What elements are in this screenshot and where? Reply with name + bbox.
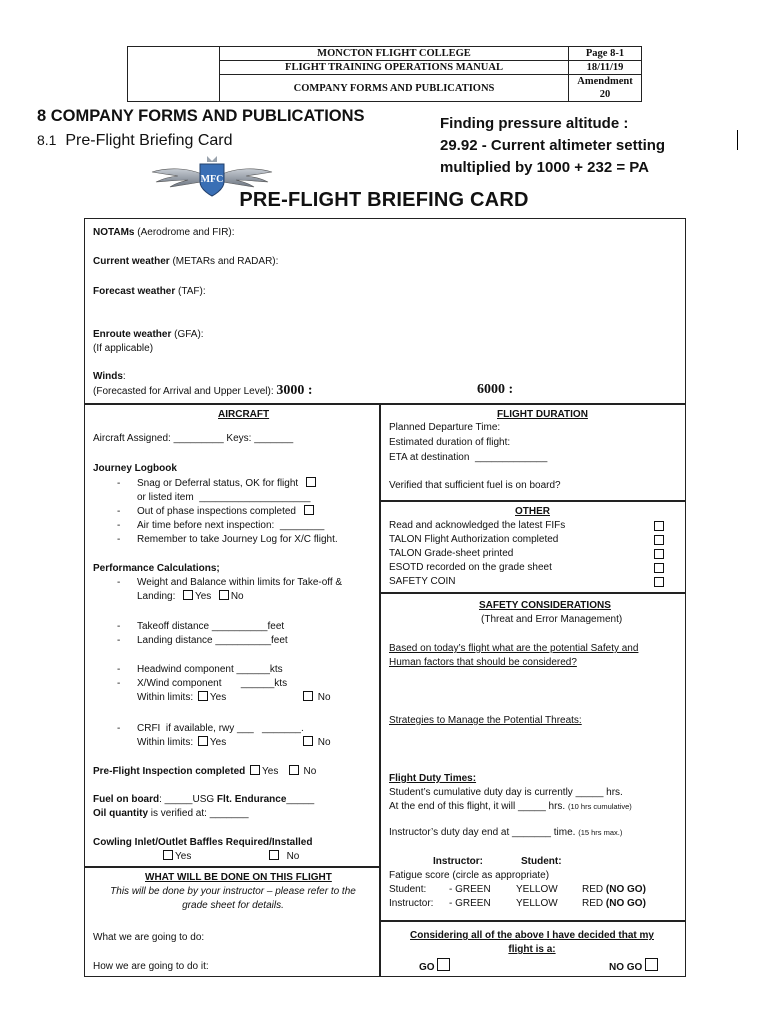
- briefing-card-form: [84, 218, 686, 977]
- winds-row: Winds:: [93, 371, 126, 382]
- cowling-yes-option: Yes: [161, 850, 191, 864]
- fatigue-col-instructor: Instructor:: [433, 856, 483, 867]
- air-time-item: Air time before next inspection: ________: [137, 520, 325, 531]
- cowling-baffles-row: Cowling Inlet/Outlet Baffles Required/Installed: [93, 837, 313, 848]
- bullet: -: [117, 621, 121, 632]
- decision-line-2: flight is a:: [508, 944, 556, 955]
- wind-no-checkbox[interactable]: [303, 691, 313, 701]
- note-line-2: 29.92 - Current altimeter setting: [440, 137, 666, 154]
- header-college: MONCTON FLIGHT COLLEGE: [220, 47, 569, 61]
- estimated-duration: Estimated duration of flight:: [389, 437, 511, 448]
- text-cursor: [737, 130, 738, 150]
- cowling-no-option: No: [267, 850, 299, 864]
- journey-log-reminder: Remember to take Journey Log for X/C flight.: [137, 534, 338, 545]
- bullet: -: [117, 506, 121, 517]
- preflight-yes-checkbox[interactable]: [250, 765, 260, 775]
- note-line-3: multiplied by 1000 + 232 = PA: [440, 159, 649, 176]
- go-option: GO: [419, 958, 450, 975]
- crfi-no-checkbox[interactable]: [303, 736, 313, 746]
- document-header-table: [127, 46, 642, 102]
- fatigue-instructor-yellow[interactable]: YELLOW: [516, 898, 558, 909]
- subsection-title: Pre-Flight Briefing Card: [65, 132, 233, 149]
- instructor-duty-day: Instructor’s duty day end at _______ time. (15 hrs max.): [389, 827, 623, 838]
- safety-title: SAFETY CONSIDERATIONS: [479, 600, 611, 611]
- no-go-option: NO GO: [609, 958, 658, 975]
- other-checkbox-authorization[interactable]: [654, 535, 664, 545]
- other-item-safety-coin: SAFETY COIN: [389, 576, 456, 587]
- divider-safety: [379, 592, 685, 594]
- other-checkbox-safety-coin[interactable]: [654, 577, 664, 587]
- bullet: -: [117, 534, 121, 545]
- bullet: -: [117, 478, 121, 489]
- divider-top: [85, 403, 685, 405]
- aircraft-assigned: Aircraft Assigned: _________ Keys: _______: [93, 433, 294, 444]
- fuel-on-board-row: Fuel on board: _____USG Flt. Endurance_____: [93, 794, 315, 805]
- other-checkbox-esotd[interactable]: [654, 563, 664, 573]
- divider-decision: [379, 920, 685, 922]
- oil-quantity-row: Oil quantity is verified at: _______: [93, 808, 249, 819]
- flight-duration-title: FLIGHT DURATION: [497, 409, 588, 420]
- note-line-1: Finding pressure altitude :: [440, 115, 629, 132]
- winds-levels-row: (Forecasted for Arrival and Upper Level): 3000 :: [93, 383, 313, 398]
- eta-destination: ETA at destination _____________: [389, 452, 548, 463]
- fatigue-student-green[interactable]: - GREEN: [449, 884, 491, 895]
- weight-balance-line1: Weight and Balance within limits for Take-off &: [137, 577, 343, 588]
- wb-no-checkbox[interactable]: [219, 590, 229, 600]
- landing-distance: Landing distance __________feet: [137, 635, 288, 646]
- enroute-weather-row: Enroute weather (GFA): (If applicable): [93, 329, 204, 354]
- bullet: -: [117, 678, 121, 689]
- other-item-fifs: Read and acknowledged the latest FIFs: [389, 520, 566, 531]
- card-title: PRE-FLIGHT BRIEFING CARD: [239, 189, 529, 211]
- plan-what: What we are going to do:: [93, 932, 205, 943]
- divider-other: [379, 500, 685, 502]
- bullet: -: [117, 664, 121, 675]
- fatigue-student-yellow[interactable]: YELLOW: [516, 884, 558, 895]
- subsection-number: 8.1: [37, 132, 57, 148]
- pressure-altitude-note: [440, 113, 665, 179]
- crfi-yes-checkbox[interactable]: [198, 736, 208, 746]
- bullet: -: [117, 635, 121, 646]
- logo-text: MFC: [200, 174, 224, 185]
- snag-checkbox[interactable]: [306, 477, 316, 487]
- header-amendment: Amendment 20: [569, 75, 642, 102]
- fatigue-col-student: Student:: [521, 856, 562, 867]
- fatigue-student-red[interactable]: RED (NO GO): [582, 884, 646, 895]
- fatigue-instructor-green[interactable]: - GREEN: [449, 898, 491, 909]
- phase-inspections-item: Out of phase inspections completed: [137, 505, 316, 519]
- header-section: COMPANY FORMS AND PUBLICATIONS: [220, 75, 569, 102]
- other-item-gradesheet: TALON Grade-sheet printed: [389, 548, 514, 559]
- decision-line-1: Considering all of the above I have decided that my: [410, 930, 654, 941]
- crfi-within-limits: Within limits: Yes: [137, 737, 227, 748]
- plan-how: How we are going to do it:: [93, 961, 209, 972]
- other-item-authorization: TALON Flight Authorization completed: [389, 534, 559, 545]
- notams-row: NOTAMs (Aerodrome and FIR):: [93, 227, 235, 238]
- safety-subtitle: (Threat and Error Management): [481, 614, 623, 625]
- headwind-component: Headwind component ______kts: [137, 664, 283, 675]
- bullet: -: [117, 520, 121, 531]
- crfi-no-option: No: [301, 736, 331, 750]
- header-date: 18/11/19: [569, 61, 642, 75]
- student-duty-day: Student’s cumulative duty day is currently _____ hrs.: [389, 787, 623, 798]
- other-checkbox-gradesheet[interactable]: [654, 549, 664, 559]
- end-of-flight-duty: At the end of this flight, it will _____ hrs. (10 hrs cumulative): [389, 801, 632, 812]
- phase-checkbox[interactable]: [304, 505, 314, 515]
- current-weather-row: Current weather (METARs and RADAR):: [93, 256, 279, 267]
- safety-strategies: Strategies to Manage the Potential Threats:: [389, 715, 582, 726]
- fatigue-score-label: Fatigue score (circle as appropriate): [389, 870, 550, 881]
- go-checkbox[interactable]: [437, 958, 450, 971]
- safety-question-2: Human factors that should be considered?: [389, 657, 577, 668]
- subsection-heading: [37, 132, 233, 150]
- crfi-item: CRFI if available, rwy ___ _______.: [137, 723, 304, 734]
- wind-no-option: No: [301, 691, 331, 705]
- bullet: -: [117, 577, 121, 588]
- duty-times-title: Flight Duty Times:: [389, 773, 477, 784]
- fatigue-student-label: Student:: [389, 884, 427, 895]
- plan-title: WHAT WILL BE DONE ON THIS FLIGHT: [145, 872, 332, 883]
- other-item-esotd: ESOTD recorded on the grade sheet: [389, 562, 552, 573]
- xwind-component: X/Wind component ______kts: [137, 678, 288, 689]
- wind-within-limits: Within limits: Yes: [137, 692, 227, 703]
- cowling-no-checkbox[interactable]: [269, 850, 279, 860]
- other-checkbox-fifs[interactable]: [654, 521, 664, 531]
- no-go-checkbox[interactable]: [645, 958, 658, 971]
- plan-note: This will be done by your instructor – please refer to the grade sheet for details.: [110, 886, 356, 911]
- aircraft-title: AIRCRAFT: [218, 409, 270, 420]
- planned-departure: Planned Departure Time:: [389, 422, 501, 433]
- forecast-weather-row: Forecast weather (TAF):: [93, 286, 206, 297]
- bullet: -: [117, 723, 121, 734]
- preflight-inspection-row: Pre-Flight Inspection completed Yes No: [93, 766, 317, 777]
- chapter-heading: 8 COMPANY FORMS AND PUBLICATIONS: [37, 107, 365, 125]
- fatigue-instructor-red[interactable]: RED (NO GO): [582, 898, 646, 909]
- safety-question-1: Based on today’s flight what are the potential Safety and: [389, 643, 639, 654]
- weight-balance-line2: Landing: Yes No: [137, 591, 244, 602]
- divider-plan: [85, 866, 379, 868]
- header-manual: FLIGHT TRAINING OPERATIONS MANUAL: [220, 61, 569, 75]
- journey-logbook-title: Journey Logbook: [93, 463, 177, 474]
- performance-title: Performance Calculations;: [93, 563, 220, 574]
- preflight-no-checkbox[interactable]: [289, 765, 299, 775]
- snag-status-item: Snag or Deferral status, OK for flight: [137, 477, 318, 491]
- other-title: OTHER: [515, 506, 550, 517]
- column-divider: [379, 403, 381, 976]
- header-page: Page 8-1: [569, 47, 642, 61]
- header-blank-cell: [128, 47, 220, 102]
- fatigue-instructor-label: Instructor:: [389, 898, 434, 909]
- fuel-verified: Verified that sufficient fuel is on board?: [389, 480, 561, 491]
- cowling-yes-checkbox[interactable]: [163, 850, 173, 860]
- takeoff-distance: Takeoff distance __________feet: [137, 621, 285, 632]
- wind-yes-checkbox[interactable]: [198, 691, 208, 701]
- snag-listed-item: or listed item ____________________: [137, 492, 311, 503]
- winds-6000: 6000 :: [477, 382, 514, 397]
- wb-yes-checkbox[interactable]: [183, 590, 193, 600]
